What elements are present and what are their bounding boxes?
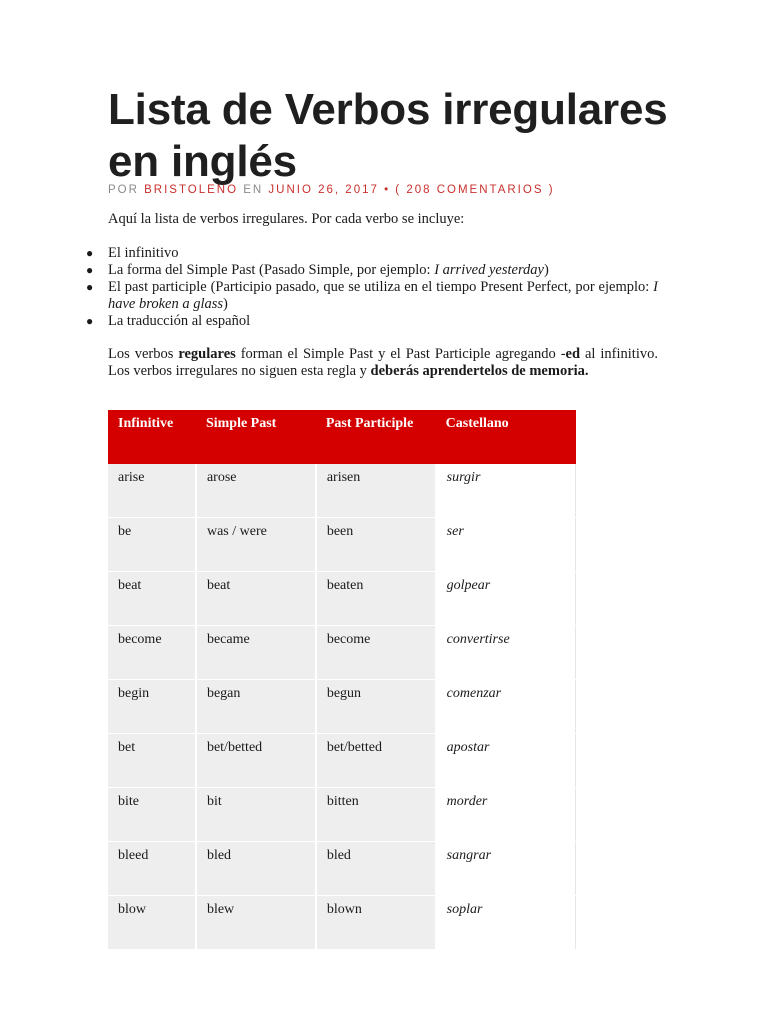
table-row xyxy=(108,572,576,626)
para-text: Los verbos xyxy=(108,346,179,362)
header-castellano: Castellano xyxy=(436,410,576,464)
cell-castellano: comenzar xyxy=(436,680,576,734)
cell-castellano: convertirse xyxy=(436,626,576,680)
cell-infinitive: bet xyxy=(108,734,196,788)
cell-castellano: morder xyxy=(436,788,576,842)
list-item-text: El infinitivo xyxy=(108,245,179,261)
cell-simple-past: became xyxy=(196,626,316,680)
table-row xyxy=(108,626,576,680)
cell-simple-past: arose xyxy=(196,464,316,518)
bullet-icon: ● xyxy=(86,314,94,328)
cell-past-participle: beaten xyxy=(316,572,436,626)
para-text: forman el Simple Past y el Past Participle agregando - xyxy=(235,346,566,362)
table-row xyxy=(108,842,576,896)
list-item-example: I arrived yesterday xyxy=(434,262,544,278)
para-bold: regulares xyxy=(178,346,236,362)
header-infinitive: Infinitive xyxy=(108,410,196,464)
header-simple-past: Simple Past xyxy=(196,410,316,464)
cell-simple-past: beat xyxy=(196,572,316,626)
article-title: Lista de Verbos irregulares en inglés xyxy=(108,85,668,186)
comments-link[interactable]: 208 COMENTARIOS xyxy=(406,184,544,196)
list-item-text: El past participle (Participio pasado, que se utiliza en el tiempo Present Perfect, por ejemplo: xyxy=(108,279,654,295)
byline-close: ) xyxy=(543,184,555,196)
table-row xyxy=(108,518,576,572)
cell-infinitive: become xyxy=(108,626,196,680)
list-item xyxy=(86,245,658,262)
table-row xyxy=(108,896,576,950)
header-past-participle: Past Participle xyxy=(316,410,436,464)
cell-infinitive: bleed xyxy=(108,842,196,896)
bullet-icon: ● xyxy=(86,263,94,277)
list-item-text: La traducción al español xyxy=(108,313,251,329)
cell-infinitive: be xyxy=(108,518,196,572)
irregular-verbs-table xyxy=(108,410,576,950)
table-row xyxy=(108,464,576,518)
cell-castellano: golpear xyxy=(436,572,576,626)
bullet-icon: ● xyxy=(86,280,94,294)
cell-simple-past: bled xyxy=(196,842,316,896)
cell-simple-past: bet/betted xyxy=(196,734,316,788)
bullet-list xyxy=(86,245,658,330)
cell-castellano: ser xyxy=(436,518,576,572)
cell-past-participle: bled xyxy=(316,842,436,896)
cell-past-participle: bitten xyxy=(316,788,436,842)
cell-past-participle: arisen xyxy=(316,464,436,518)
author-link[interactable]: BRISTOLENO xyxy=(144,184,239,196)
list-item xyxy=(86,262,658,279)
date-link[interactable]: JUNIO 26, 2017 xyxy=(268,184,379,196)
bullet-icon: ● xyxy=(86,246,94,260)
article-byline xyxy=(108,184,668,196)
list-item xyxy=(86,279,658,313)
cell-simple-past: began xyxy=(196,680,316,734)
cell-infinitive: begin xyxy=(108,680,196,734)
para-bold: ed xyxy=(565,346,581,362)
byline-en: EN xyxy=(238,184,269,196)
cell-past-participle: been xyxy=(316,518,436,572)
byline-separator: • ( xyxy=(378,184,407,196)
cell-past-participle: become xyxy=(316,626,436,680)
regular-verbs-paragraph xyxy=(108,346,658,380)
list-item xyxy=(86,313,658,330)
cell-simple-past: was / were xyxy=(196,518,316,572)
table-row xyxy=(108,680,576,734)
list-item-text-end: ) xyxy=(544,262,549,278)
list-item-text: La forma del Simple Past (Pasado Simple, por ejemplo: xyxy=(108,262,435,278)
cell-castellano: sangrar xyxy=(436,842,576,896)
cell-infinitive: bite xyxy=(108,788,196,842)
table-row xyxy=(108,734,576,788)
cell-infinitive: blow xyxy=(108,896,196,950)
list-item-text-end: ) xyxy=(223,296,228,312)
table-header-row xyxy=(108,410,576,464)
para-text: al infinitivo. Los verbos irregulares no siguen esta regla y xyxy=(108,346,658,379)
cell-simple-past: bit xyxy=(196,788,316,842)
cell-castellano: apostar xyxy=(436,734,576,788)
table-row xyxy=(108,788,576,842)
cell-past-participle: blown xyxy=(316,896,436,950)
cell-infinitive: arise xyxy=(108,464,196,518)
cell-simple-past: blew xyxy=(196,896,316,950)
cell-past-participle: begun xyxy=(316,680,436,734)
cell-castellano: surgir xyxy=(436,464,576,518)
byline-por: POR xyxy=(108,184,145,196)
list-item-example: I have broken a glass xyxy=(108,279,658,312)
intro-text: Aquí la lista de verbos irregulares. Por cada verbo se incluye: xyxy=(108,211,465,227)
para-bold: deberás aprendertelos de memoria. xyxy=(370,363,589,379)
cell-past-participle: bet/betted xyxy=(316,734,436,788)
cell-castellano: soplar xyxy=(436,896,576,950)
cell-infinitive: beat xyxy=(108,572,196,626)
